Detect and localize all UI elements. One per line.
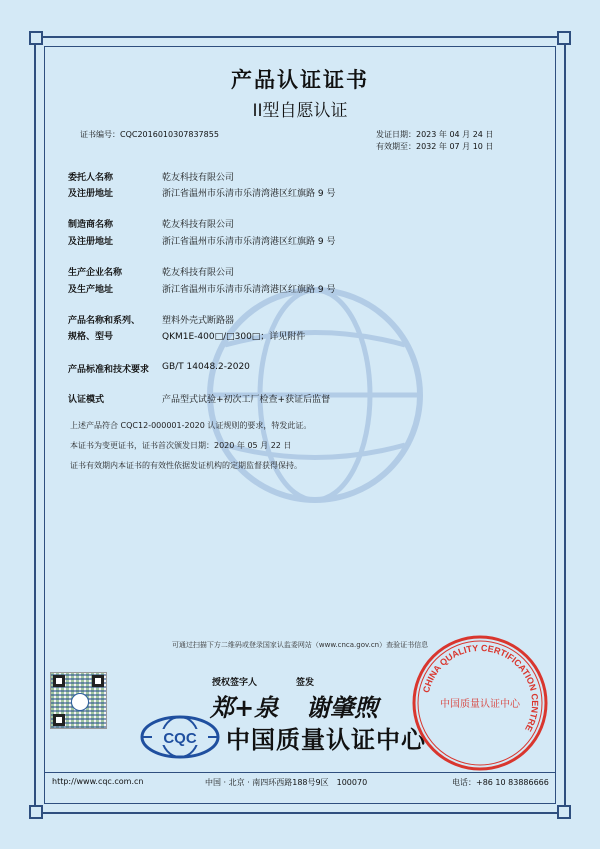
factory-addr: 浙江省温州市乐清市乐清湾港区红旗路 9 号 xyxy=(162,285,336,295)
signatory-signature: 郑+泉 xyxy=(210,693,279,722)
official-seal-icon xyxy=(410,633,550,773)
cqc-logo-text: CQC xyxy=(163,730,197,747)
footer-address: 中国 · 北京 · 南四环西路188号9区 100070 xyxy=(205,778,368,787)
product-model: QKM1E-400□/□300□；详见附件 xyxy=(162,332,306,342)
cqc-logo-icon xyxy=(140,715,220,759)
certificate-subtitle: II型自愿认证 xyxy=(252,101,348,121)
standard-label: 产品标准和技术要求 xyxy=(68,365,150,375)
client-name-label: 委托人名称 xyxy=(68,173,114,183)
issuer-label: 签发 xyxy=(296,678,315,688)
corner-ornament xyxy=(29,805,43,819)
factory-name-label: 生产企业名称 xyxy=(68,268,123,278)
cert-no-label: 证书编号： xyxy=(80,130,120,139)
seal-center-text: 中国质量认证中心 xyxy=(440,699,520,710)
valid-date-label: 有效期至： xyxy=(376,142,416,151)
body-line: 上述产品符合 CQC12-000001-2020 认证规则的要求，特发此证。 xyxy=(70,421,312,430)
product-label-1: 产品名称和系列、 xyxy=(68,316,141,326)
seal-ring-text: CHINA QUALITY CERTIFICATION CENTRE xyxy=(421,642,541,734)
issuer-signature: 谢肇煦 xyxy=(306,693,378,722)
footer-divider xyxy=(44,772,556,773)
mode-label: 认证模式 xyxy=(68,395,105,405)
standard-value: GB/T 14048.2-2020 xyxy=(162,362,250,372)
footer-website[interactable]: http://www.cqc.com.cn xyxy=(52,777,144,786)
maker-name-label: 制造商名称 xyxy=(68,220,114,230)
factory-name: 乾友科技有限公司 xyxy=(162,268,235,278)
body-line: 证书有效期内本证书的有效性依据发证机构的定期监督获得保持。 xyxy=(70,461,302,470)
footer-phone: 电话：+86 10 83886666 xyxy=(452,778,549,787)
client-addr-label: 及注册地址 xyxy=(68,189,114,199)
body-line: 本证书为变更证书，证书首次颁发日期：2020 年 05 月 22 日 xyxy=(70,441,292,450)
cert-no: CQC2016010307837855 xyxy=(120,130,219,139)
client-addr: 浙江省温州市乐清市乐清湾港区红旗路 9 号 xyxy=(162,189,336,199)
product-label-2: 规格、型号 xyxy=(68,332,114,342)
product-name: 塑料外壳式断路器 xyxy=(162,316,235,326)
corner-ornament xyxy=(557,805,571,819)
verification-qr-code[interactable] xyxy=(50,672,107,729)
maker-name: 乾友科技有限公司 xyxy=(162,220,235,230)
maker-addr-label: 及注册地址 xyxy=(68,237,114,247)
issue-date: 2023 年 04 月 24 日 xyxy=(416,130,494,139)
issue-date-label: 发证日期： xyxy=(376,130,416,139)
qr-verify-note: 可通过扫描下方二维码或登录国家认监委网站（www.cnca.gov.cn）查验证书信息 xyxy=(171,641,429,649)
corner-ornament xyxy=(557,31,571,45)
corner-ornament xyxy=(29,31,43,45)
factory-addr-label: 及生产地址 xyxy=(68,285,114,295)
valid-date: 2032 年 07 月 10 日 xyxy=(416,142,494,151)
organization-name: 中国质量认证中心 xyxy=(226,726,426,754)
maker-addr: 浙江省温州市乐清市乐清湾港区红旗路 9 号 xyxy=(162,237,336,247)
signatory-label: 授权签字人 xyxy=(212,678,258,688)
client-name: 乾友科技有限公司 xyxy=(162,173,235,183)
mode-value: 产品型式试验+初次工厂检查+获证后监督 xyxy=(162,395,331,405)
certificate-title: 产品认证证书 xyxy=(231,68,369,92)
